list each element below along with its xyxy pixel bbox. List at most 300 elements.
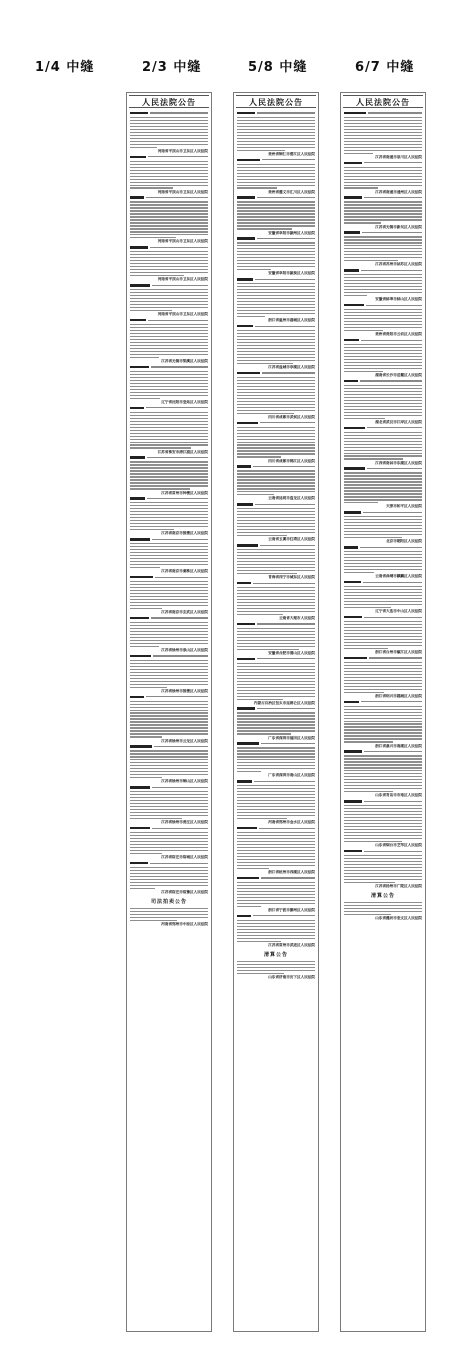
text-line	[130, 646, 159, 647]
text-line	[237, 964, 315, 965]
text-line	[237, 508, 315, 509]
text-line	[237, 853, 315, 854]
text-line	[237, 389, 315, 390]
text-line	[237, 938, 315, 939]
text-line	[154, 746, 208, 747]
case-heading	[237, 421, 315, 425]
text-line	[344, 347, 422, 348]
text-line	[261, 743, 315, 744]
text-line	[237, 555, 315, 556]
text-line	[344, 589, 422, 590]
text-line	[130, 847, 208, 848]
text-line	[237, 532, 315, 533]
case-heading	[237, 779, 315, 783]
text-line	[130, 508, 208, 509]
text-line	[344, 639, 422, 640]
text-line	[130, 721, 208, 722]
case-heading	[344, 303, 422, 307]
text-line	[130, 351, 208, 352]
text-line	[237, 832, 315, 833]
party-name-mark	[237, 780, 252, 782]
text-line	[369, 657, 422, 658]
text-line	[237, 561, 315, 562]
text-line	[130, 581, 208, 582]
party-name-mark	[237, 544, 258, 546]
text-line	[237, 204, 315, 205]
text-line	[130, 207, 208, 208]
case-heading	[130, 537, 208, 541]
party-name-mark	[237, 623, 255, 625]
text-line	[237, 339, 315, 340]
text-line	[130, 914, 208, 915]
text-line	[237, 897, 315, 898]
text-line	[254, 781, 315, 782]
party-name-mark	[130, 576, 153, 578]
text-line	[130, 430, 208, 431]
text-line	[130, 424, 208, 425]
text-line	[130, 275, 184, 276]
text-line	[344, 788, 422, 789]
text-line	[344, 458, 403, 459]
text-line	[237, 225, 315, 226]
text-line	[237, 935, 315, 936]
text-line	[237, 182, 315, 183]
court-name: 江苏省徐州市贾汪区人民法院	[161, 820, 208, 825]
text-line	[344, 254, 422, 255]
text-line	[344, 201, 422, 202]
text-line	[130, 602, 208, 603]
text-line	[364, 751, 422, 752]
text-line	[130, 392, 208, 393]
text-line	[130, 514, 208, 515]
text-line	[344, 726, 422, 727]
text-line	[344, 350, 422, 351]
text-line	[344, 858, 422, 859]
court-name: 江苏省宿迁市宿豫区人民法院	[161, 889, 208, 894]
text-line	[237, 173, 315, 174]
party-name-mark	[237, 465, 251, 467]
party-name-mark	[344, 162, 362, 164]
text-line	[153, 655, 208, 656]
text-line	[344, 150, 422, 151]
text-line	[237, 222, 315, 223]
text-line	[130, 263, 208, 264]
text-line	[130, 333, 208, 334]
court-name: 江苏省南通市通州区人民法院	[375, 189, 422, 194]
text-line	[237, 715, 315, 716]
text-line	[237, 961, 315, 962]
text-line	[344, 499, 422, 500]
text-line	[344, 280, 422, 281]
court-name: 云南省玉溪市红塔区人民法院	[268, 537, 315, 542]
text-line	[237, 806, 315, 807]
party-name-mark	[130, 786, 150, 788]
text-line	[344, 721, 422, 722]
text-line	[344, 516, 422, 517]
text-line	[237, 564, 315, 565]
text-line	[130, 476, 208, 477]
court-name: 江苏省南京市秦淮区人民法院	[161, 569, 208, 574]
text-line	[237, 649, 299, 650]
text-line	[237, 410, 315, 411]
text-line	[130, 625, 208, 626]
text-line	[237, 747, 315, 748]
party-name-mark	[237, 707, 255, 709]
text-line	[130, 756, 208, 757]
text-line	[130, 718, 208, 719]
text-line	[344, 444, 422, 445]
text-line	[130, 511, 208, 512]
case-heading	[130, 695, 208, 699]
text-line	[237, 941, 281, 942]
case-heading	[344, 700, 422, 704]
case-heading	[130, 406, 208, 410]
text-line	[130, 304, 208, 305]
text-line	[344, 248, 422, 249]
text-line	[237, 245, 315, 246]
text-line	[237, 485, 315, 486]
text-line	[237, 413, 294, 414]
party-name-mark	[344, 269, 359, 271]
text-line	[130, 473, 208, 474]
text-line	[237, 313, 315, 314]
text-line	[237, 771, 261, 772]
text-line	[344, 832, 422, 833]
text-line	[237, 730, 315, 731]
text-line	[344, 274, 422, 275]
text-line	[344, 683, 422, 684]
text-line	[130, 185, 208, 186]
text-line	[237, 219, 315, 220]
text-line	[344, 528, 422, 529]
text-line	[237, 135, 315, 136]
case-heading	[237, 158, 315, 162]
text-line	[344, 204, 422, 205]
text-line	[237, 348, 315, 349]
text-line	[148, 156, 208, 157]
court-name: 江苏省南通市崇川区人民法院	[375, 154, 422, 159]
text-line	[344, 365, 422, 366]
text-line	[130, 383, 208, 384]
court-name: 辽宁省大连市中山区人民法院	[375, 609, 422, 614]
court-name: 江苏省常州市钟楼区人民法院	[161, 490, 208, 495]
text-line	[237, 835, 315, 836]
court-name: 江苏省徐州市泉山区人民法院	[161, 647, 208, 652]
text-line	[344, 418, 385, 419]
text-line	[130, 640, 208, 641]
court-name: 浙江省嘉兴市南湖区人民法院	[375, 743, 422, 748]
text-line	[237, 201, 315, 202]
text-line	[130, 254, 208, 255]
text-line	[344, 484, 422, 485]
text-line	[363, 512, 422, 513]
court-name: 山东省烟台市芝罘区人民法院	[375, 843, 422, 848]
text-line	[130, 730, 208, 731]
court-name: 江苏省无锡市新吴区人民法院	[375, 224, 422, 229]
text-line	[344, 371, 383, 372]
text-line	[237, 699, 283, 700]
text-line	[344, 773, 422, 774]
text-line	[150, 112, 208, 113]
text-line	[130, 439, 208, 440]
text-line	[344, 738, 422, 739]
text-line	[344, 438, 422, 439]
text-line	[344, 680, 422, 681]
case-heading	[344, 580, 422, 584]
text-line	[130, 470, 208, 471]
text-line	[344, 167, 422, 168]
text-line	[262, 159, 315, 160]
text-line	[237, 646, 315, 647]
text-line	[130, 502, 208, 503]
case-heading	[237, 277, 315, 281]
party-name-mark	[130, 246, 148, 248]
court-name: 浙江省杭州市西湖区人民法院	[268, 870, 315, 875]
text-line	[344, 292, 422, 293]
column-body	[234, 108, 318, 980]
text-line	[344, 867, 422, 868]
text-line	[237, 456, 281, 457]
text-line	[237, 141, 315, 142]
court-name: 河南省平顶山市卫东区人民法院	[157, 312, 208, 317]
footer-notice-title: 清算公告	[370, 893, 395, 900]
text-line	[237, 753, 315, 754]
text-line	[344, 662, 422, 663]
text-line	[344, 826, 422, 827]
text-line	[344, 861, 422, 862]
text-line	[344, 764, 422, 765]
case-heading	[237, 826, 315, 830]
text-line	[344, 592, 422, 593]
party-name-mark	[344, 339, 359, 341]
text-line	[237, 785, 315, 786]
text-line	[130, 173, 208, 174]
text-line	[344, 715, 422, 716]
text-line	[237, 678, 315, 679]
text-line	[237, 558, 315, 559]
text-line	[344, 315, 422, 316]
fold-label-1-4: 1/4 中缝	[35, 60, 95, 75]
text-line	[344, 537, 402, 538]
text-line	[344, 776, 422, 777]
text-line	[130, 339, 208, 340]
text-line	[237, 476, 315, 477]
text-line	[344, 755, 422, 756]
text-line	[344, 645, 422, 646]
court-name: 贵州省贵阳市云岩区人民法院	[375, 332, 422, 337]
text-line	[237, 179, 315, 180]
text-line	[344, 391, 422, 392]
text-line	[344, 126, 422, 127]
text-line	[237, 549, 315, 550]
text-line	[130, 736, 162, 737]
text-line	[344, 447, 422, 448]
text-line	[344, 560, 422, 561]
text-line	[366, 305, 422, 306]
text-line	[130, 479, 208, 480]
court-name: 云南省昆明市盘龙区人民法院	[268, 496, 315, 501]
text-line	[237, 891, 315, 892]
text-line	[344, 525, 422, 526]
text-line	[146, 407, 208, 408]
party-name-mark	[237, 915, 251, 917]
text-line	[362, 232, 422, 233]
text-line	[237, 599, 315, 600]
party-name-mark	[237, 503, 253, 505]
text-line	[237, 511, 315, 512]
text-line	[130, 564, 208, 565]
text-line	[237, 894, 315, 895]
text-line	[344, 911, 422, 912]
party-name-mark	[237, 877, 259, 879]
text-line	[130, 555, 208, 556]
text-line	[260, 422, 315, 423]
text-line	[130, 251, 208, 252]
text-line	[237, 932, 315, 933]
case-heading	[344, 467, 422, 471]
party-name-mark	[344, 427, 365, 429]
text-line	[130, 374, 208, 375]
text-line	[368, 112, 422, 113]
text-line	[130, 176, 208, 177]
text-line	[130, 643, 208, 644]
text-line	[344, 689, 422, 690]
text-line	[361, 701, 422, 702]
text-line	[360, 547, 422, 548]
text-line	[237, 535, 287, 536]
column-title: 人民法院公告	[129, 95, 209, 108]
text-line	[237, 213, 315, 214]
case-heading	[237, 707, 315, 711]
party-name-mark	[344, 380, 358, 382]
text-line	[130, 354, 208, 355]
text-line	[130, 774, 208, 775]
text-line	[344, 624, 422, 625]
text-line	[150, 863, 208, 864]
text-line	[344, 475, 422, 476]
text-line	[237, 488, 315, 489]
text-line	[130, 873, 208, 874]
text-line	[237, 360, 315, 361]
text-line	[344, 601, 422, 602]
text-line	[130, 558, 208, 559]
text-line	[344, 309, 422, 310]
text-line	[130, 797, 208, 798]
text-line	[237, 248, 315, 249]
text-line	[237, 377, 315, 378]
text-line	[130, 888, 155, 889]
text-line	[130, 791, 208, 792]
court-name: 四川省成都市武侯区人民法院	[268, 414, 315, 419]
party-name-mark	[130, 862, 148, 864]
text-line	[237, 123, 315, 124]
text-line	[130, 467, 208, 468]
text-line	[237, 286, 315, 287]
text-line	[360, 380, 422, 381]
text-line	[130, 289, 208, 290]
court-name: 四川省成都市锦江区人民法院	[268, 458, 315, 463]
text-line	[344, 412, 422, 413]
text-line	[130, 182, 208, 183]
text-line	[237, 762, 315, 763]
text-line	[237, 470, 315, 471]
text-line	[130, 442, 208, 443]
text-line	[344, 791, 393, 792]
text-line	[130, 803, 208, 804]
text-line	[237, 395, 315, 396]
text-line	[130, 596, 208, 597]
text-line	[130, 704, 208, 705]
text-line	[130, 841, 208, 842]
text-line	[344, 569, 422, 570]
text-line	[237, 482, 315, 483]
party-name-mark	[237, 112, 255, 114]
text-line	[237, 304, 315, 305]
text-line	[130, 179, 208, 180]
text-line	[260, 545, 315, 546]
text-line	[257, 238, 315, 239]
text-line	[344, 811, 422, 812]
text-line	[237, 637, 315, 638]
text-line	[255, 326, 315, 327]
text-line	[344, 120, 422, 121]
text-line	[344, 873, 422, 874]
text-line	[237, 363, 293, 364]
text-line	[130, 546, 208, 547]
fold-label-2-3: 2/3 中缝	[142, 60, 202, 75]
text-line	[237, 167, 315, 168]
text-line	[344, 595, 422, 596]
text-line	[344, 368, 422, 369]
case-heading	[237, 237, 315, 241]
party-name-mark	[237, 422, 258, 424]
text-line	[237, 765, 315, 766]
text-line	[237, 520, 315, 521]
text-line	[130, 794, 208, 795]
text-line	[130, 762, 208, 763]
text-line	[344, 770, 422, 771]
text-line	[237, 847, 315, 848]
text-line	[253, 915, 315, 916]
text-line	[344, 330, 383, 331]
court-name: 贵州省遵义市汇川区人民法院	[268, 189, 315, 194]
case-heading	[130, 826, 208, 830]
text-line	[130, 120, 208, 121]
text-line	[344, 835, 422, 836]
text-line	[237, 797, 315, 798]
text-line	[130, 336, 208, 337]
text-line	[344, 648, 388, 649]
case-heading	[130, 365, 208, 369]
text-line	[130, 389, 208, 390]
text-line	[130, 867, 208, 868]
text-line	[237, 430, 315, 431]
text-line	[344, 179, 422, 180]
text-line	[344, 324, 422, 325]
text-line	[344, 566, 422, 567]
text-line	[344, 709, 422, 710]
text-line	[130, 260, 208, 261]
text-line	[152, 787, 208, 788]
text-line	[237, 888, 315, 889]
column-body	[341, 108, 425, 921]
text-line	[344, 855, 422, 856]
text-line	[130, 272, 208, 273]
text-line	[367, 468, 422, 469]
text-line	[237, 345, 315, 346]
case-heading	[130, 245, 208, 249]
text-line	[237, 316, 265, 317]
